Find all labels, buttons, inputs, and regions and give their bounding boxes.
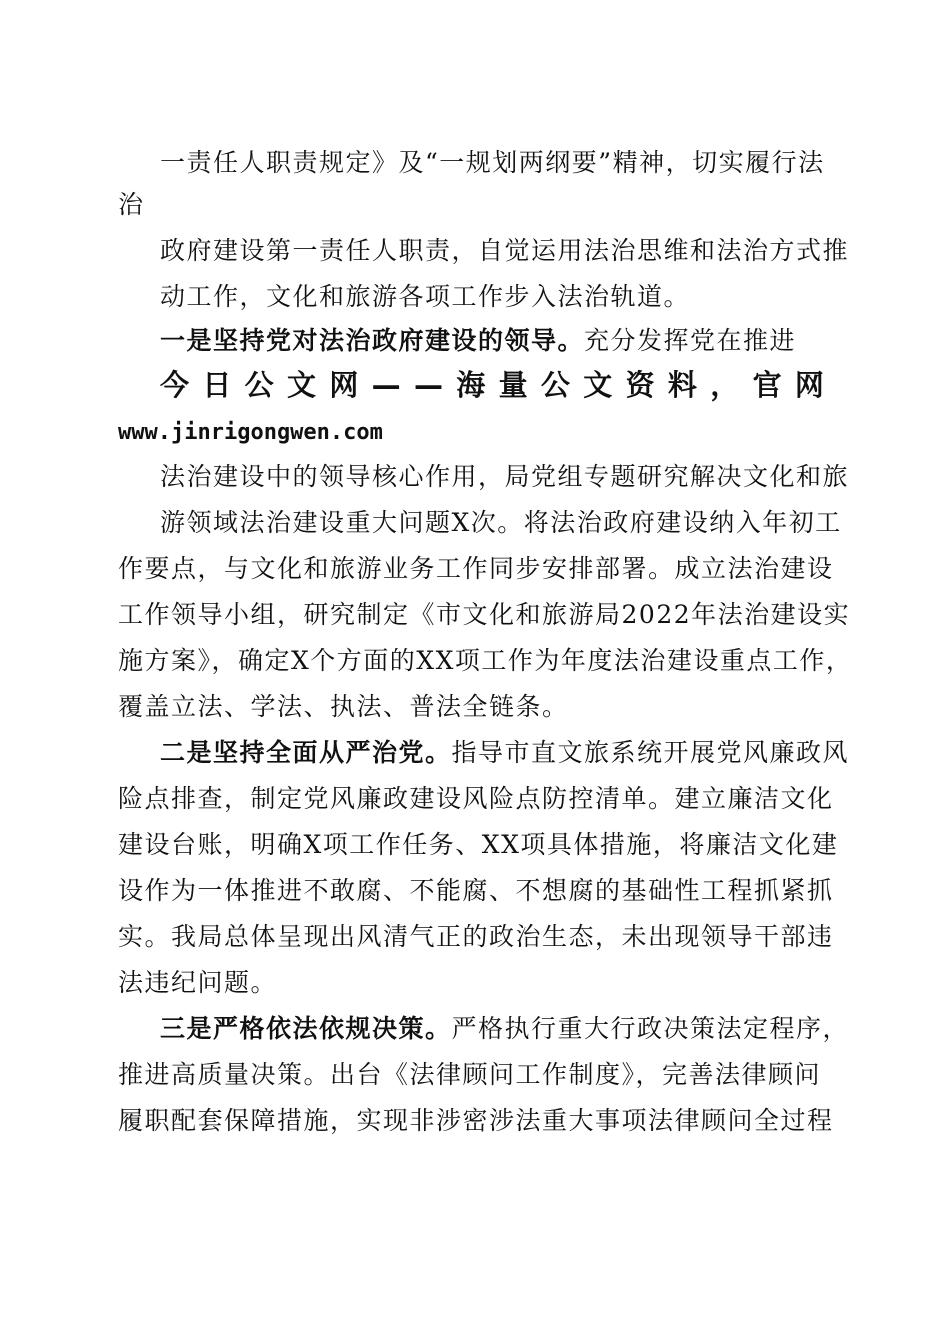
text-line: 实。我局总体呈现出风清气正的政治生态，未出现领导干部违 (118, 922, 834, 951)
text-line: 施方案》，确定X个方面的XX项工作为年度法治建设重点工作， (118, 646, 853, 675)
text-line: 动工作，文化和旅游各项工作步入法治轨道。 (160, 282, 691, 311)
paragraph-3-rest: 严格执行重大行政决策法定程序， (451, 1014, 850, 1043)
text-line: 作要点，与文化和旅游业务工作同步安排部署。成立法治建设 (118, 554, 834, 583)
banner-char: 文 (583, 368, 613, 402)
paragraph-1-rest: 充分发挥党在推进 (584, 326, 797, 355)
text-line: 法治建设中的领导核心作用，局党组专题研究解决文化和旅 (160, 462, 850, 491)
text-line: 履职配套保障措施，实现非涉密涉法重大事项法律顾问全过程 (118, 1106, 834, 1135)
banner-char: 公 (540, 368, 570, 402)
banner-char: 网 (329, 368, 359, 402)
banner-char: 料 (667, 368, 697, 402)
banner-char: 海 (456, 368, 486, 402)
paragraph-3-first-line (160, 1014, 849, 1044)
banner-char: 资 (625, 368, 655, 402)
text-line: 法违纪问题。 (118, 968, 278, 997)
banner-char: 文 (286, 368, 316, 402)
text-line: 设作为一体推进不敢腐、不能腐、不想腐的基础性工程抓紧抓 (118, 876, 834, 905)
banner-char: 今 (160, 368, 190, 402)
banner-char: 网 (794, 368, 824, 402)
paragraph-1-first-line (160, 326, 796, 356)
paragraph-3-lead: 三是严格依法依规决策。 (160, 1014, 452, 1043)
text-line: 治 (118, 190, 145, 219)
text-line: 建设台账，明确X项工作任务、XX项具体措施，将廉洁文化建 (118, 830, 839, 859)
text-line: 政府建设第一责任人职责，自觉运用法治思维和法治方式推 (160, 236, 850, 265)
paragraph-2-rest: 指导市直文旅系统开展党风廉政风 (451, 738, 850, 767)
website-url: www.jinrigongwen.com (118, 420, 383, 445)
watermark-banner (160, 368, 824, 402)
paragraph-1-lead: 一是坚持党对法治政府建设的领导。 (160, 326, 585, 355)
paragraph-2-lead: 二是坚持全面从严治党。 (160, 738, 452, 767)
paragraph-2-first-line (160, 738, 849, 768)
text-line: 一责任人职责规定》及“一规划两纲要”精神，切实履行法 (160, 148, 825, 177)
text-line: 工作领导小组，研究制定《市文化和旅游局2022年法治建设实 (118, 600, 851, 629)
banner-char: 量 (498, 368, 528, 402)
banner-char: 日 (202, 368, 232, 402)
banner-char: — (413, 368, 443, 402)
banner-char: 官 (752, 368, 782, 402)
text-line: 游领域法治建设重大问题X次。将法治政府建设纳入年初工 (160, 508, 842, 537)
banner-char: — (371, 368, 401, 402)
banner-char: 公 (244, 368, 274, 402)
text-line: 推进高质量决策。出台《法律顾问工作制度》，完善法律顾问 (118, 1060, 822, 1089)
text-line: 覆盖立法、学法、执法、普法全链条。 (118, 692, 569, 721)
banner-char: ， (710, 368, 740, 402)
text-line: 险点排查，制定党风廉政建设风险点防控清单。建立廉洁文化 (118, 784, 834, 813)
